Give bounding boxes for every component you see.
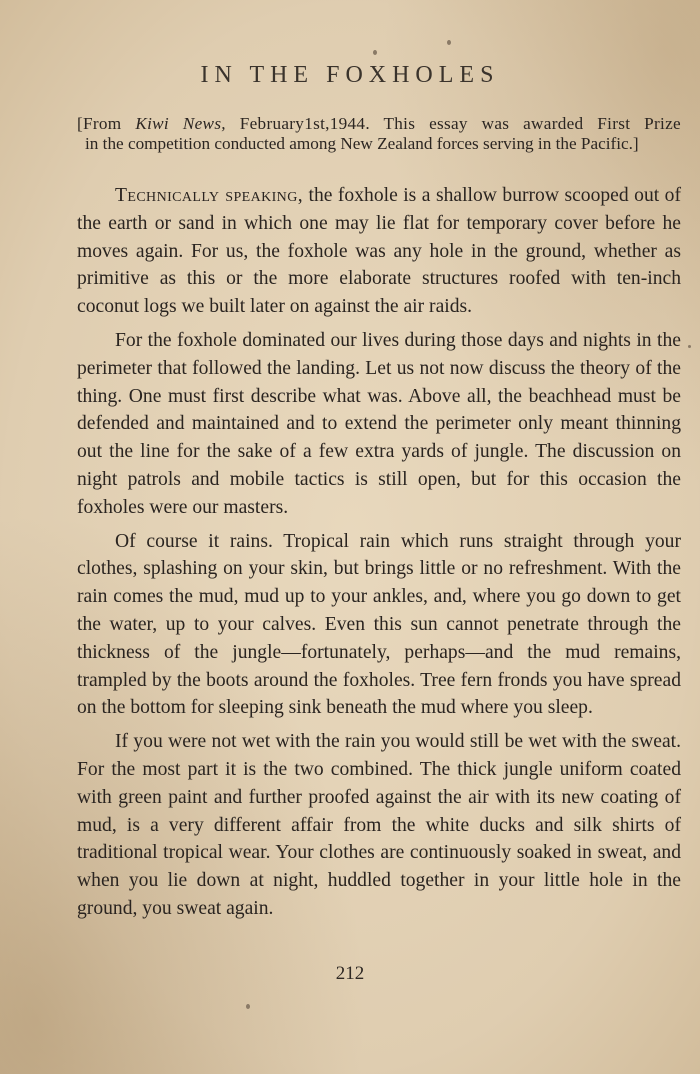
intro-line1-rest: February1st,1944. This essay was awarded First Prize (225, 114, 681, 133)
paper-speck (246, 1004, 250, 1009)
chapter-title: IN THE FOXHOLES (200, 62, 500, 88)
publication-name: Kiwi News, (135, 114, 226, 133)
intro-rest: in the competition conducted among New Zealand forces serving in the Pacific.] (85, 134, 639, 153)
paragraph-2: For the foxhole dominated our lives during those days and nights in the perimeter that followed the landing. Let us not now discuss the theory of the thing. One must first describe what was. Above all, the beachhead must be defended and maintained and to extend the perimeter only meant thinning out the line for the sake of a few extra yards of jungle. The discussion on night patrols and mobile tactics is still open, but for this occasion the foxholes were our masters. (77, 329, 681, 518)
paragraph-1-lead: Technically speaking, (115, 185, 304, 206)
paragraph-4: If you were not wet with the rain you would still be wet with the sweat. For the most part it is the two combined. The thick jungle uniform coated with green paint and further proofed against the air with its new coating of mud, is a very different affair from the white ducks and silk shirts of traditional tropical wear. Your clothes are continuously soaked in sweat, and when you lie down at night, huddled together in your little hole in the ground, you sweat again. (77, 731, 681, 919)
essay-body (77, 182, 681, 929)
paragraph-1-text: the foxhole is a shallow burrow scooped out of the earth or sand in which one may lie flat for temporary cover before he moves again. For us, the foxhole was any hole in the ground, whether as primitive as this or the more elaborate structures roofed with ten-inch coconut logs we built later on against the air raids. (77, 185, 681, 318)
intro-first-line (77, 114, 681, 134)
page-number: 212 (335, 963, 365, 984)
paper-speck (373, 50, 377, 55)
paragraph-3: Of course it rains. Tropical rain which runs straight through your clothes, splashing on your skin, but brings little or no refreshment. With the rain comes the mud, mud up to your ankles, and, where you go down to get the water, up to your calves. Even this sun cannot penetrate through the thickness of the jungle—fortunately, perhaps—and the mud remains, trampled by the boots around the foxholes. Tree fern fronds you have spread on the bottom for sleeping sink beneath the mud where you sleep. (77, 530, 681, 719)
intro-open: [From (77, 114, 136, 133)
paper-speck (447, 40, 451, 45)
paper-speck (688, 345, 691, 348)
paragraph-1 (77, 182, 681, 321)
intro-note (77, 114, 681, 154)
